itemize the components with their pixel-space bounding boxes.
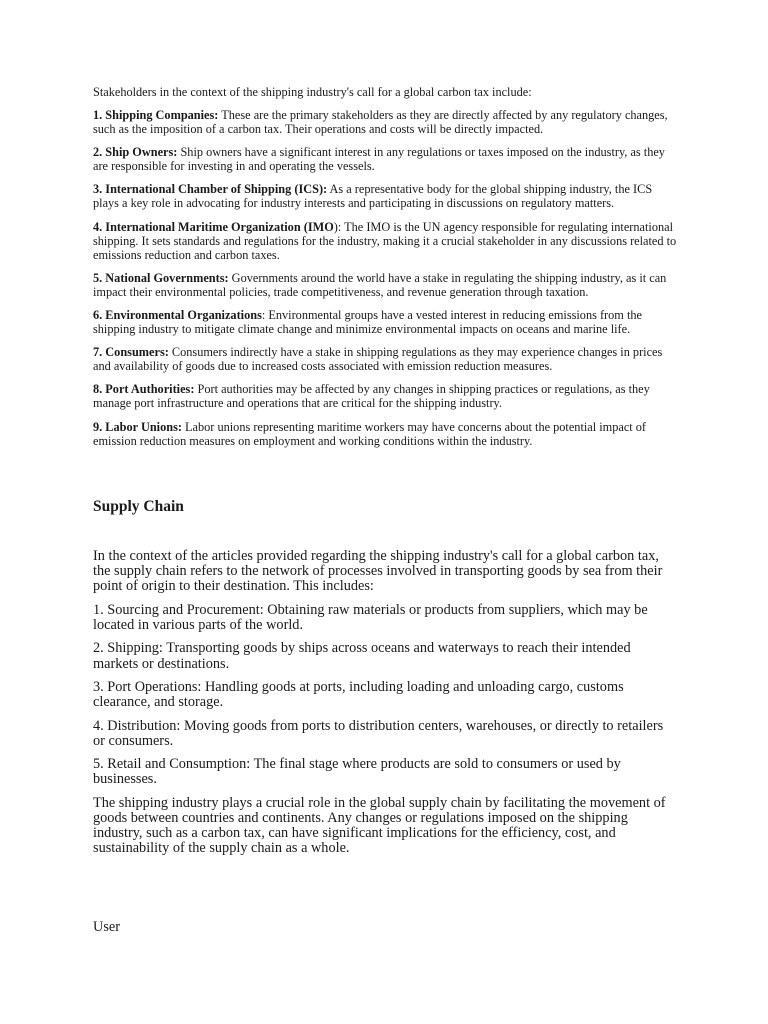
list-item xyxy=(93,182,678,210)
list-item xyxy=(93,345,678,373)
supply-chain-paragraph: 3. Port Operations: Handling goods at ports, including loading and unloading cargo, customs clearance, and storage. xyxy=(93,678,624,711)
stakeholder-text: Ship owners have a significant interest in any regulations or taxes imposed on the industry, as they are responsible for investing in and operating the vessels. xyxy=(93,145,665,174)
supply-chain-paragraph: 4. Distribution: Moving goods from ports to distribution centers, warehouses, or directly to retailers or consumers. xyxy=(93,717,664,749)
supply-chain-body xyxy=(93,549,678,865)
supply-chain-paragraph: 5. Retail and Consumption: The final stage where products are sold to consumers or used by businesses. xyxy=(93,756,621,788)
list-item xyxy=(93,145,678,173)
stakeholder-list xyxy=(93,108,678,457)
list-item xyxy=(93,382,678,410)
supply-chain-paragraph: The shipping industry plays a crucial role in the global supply chain by facilitating the movement of goods between countries and continents. Any changes or regulations imposed on the shipping industry, such as a carbon tax, can have significant implications for the efficiency, cost, and sustainability of the supply chain as a whole. xyxy=(93,794,666,857)
stakeholder-title: 2. Ship Owners: xyxy=(93,145,178,160)
list-item xyxy=(93,308,678,336)
stakeholder-text: Consumers indirectly have a stake in shipping regulations as they may experience changes in prices and availability of goods due to increased costs associated with emission reduction measures. xyxy=(93,345,663,374)
user-label: User xyxy=(93,919,120,935)
supply-chain-paragraph: 2. Shipping: Transporting goods by ships across oceans and waterways to reach their intended markets or destinations. xyxy=(93,640,631,672)
list-item xyxy=(93,271,678,299)
supply-chain-heading: Supply Chain xyxy=(93,498,184,515)
stakeholder-text: As a representative body for the global shipping industry, the ICS plays a key role in advocating for industry interests and participating in discussions on regulatory matters. xyxy=(93,182,653,211)
stakeholder-text: These are the primary stakeholders as they are directly affected by any regulatory changes, such as the imposition of a carbon tax. Their operations and costs will be directly impacted. xyxy=(93,108,668,136)
stakeholder-title: 4. International Maritime Organization (IMO xyxy=(93,219,334,234)
stakeholder-title: 9. Labor Unions: xyxy=(93,419,182,434)
stakeholder-title: 1. Shipping Companies: xyxy=(93,108,219,122)
stakeholder-title: 3. International Chamber of Shipping (ICS): xyxy=(93,182,328,197)
stakeholder-text: : Environmental groups have a vested interest in reducing emissions from the shipping industry to mitigate climate change and minimize environmental impacts on oceans and marine life. xyxy=(93,307,642,336)
stakeholders-intro: Stakeholders in the context of the shipping industry's call for a global carbon tax include: xyxy=(93,85,532,99)
stakeholder-text: ): The IMO is the UN agency responsible for regulating international shipping. It sets standards and regulations for the industry, making it a crucial stakeholder in any discussions related to emissions reduction and carbon taxes. xyxy=(93,219,677,262)
supply-chain-paragraph: In the context of the articles provided regarding the shipping industry's call for a global carbon tax, the supply chain refers to the network of processes involved in transporting goods by sea from their point of origin to their destination. This includes: xyxy=(93,548,663,595)
stakeholder-title: 6. Environmental Organizations xyxy=(93,307,262,322)
list-item xyxy=(93,420,678,448)
stakeholder-title: 5. National Governments: xyxy=(93,270,229,285)
stakeholder-title: 8. Port Authorities: xyxy=(93,382,195,397)
list-item xyxy=(93,108,678,136)
supply-chain-paragraph: 1. Sourcing and Procurement: Obtaining raw materials or products from suppliers, which may be located in various parts of the world. xyxy=(93,601,648,633)
stakeholder-text: Labor unions representing maritime workers may have concerns about the potential impact of emission reduction measures on employment and working conditions within the industry. xyxy=(93,419,647,448)
list-item xyxy=(93,220,678,262)
stakeholder-text: Port authorities may be affected by any changes in shipping practices or regulations, as they manage port infrastructure and operations that are critical for the shipping industry. xyxy=(93,382,650,411)
stakeholder-title: 7. Consumers: xyxy=(93,345,169,360)
stakeholder-text: Governments around the world have a stake in regulating the shipping industry, as it can impact their environmental policies, trade competitiveness, and revenue generation through taxation. xyxy=(93,270,667,299)
